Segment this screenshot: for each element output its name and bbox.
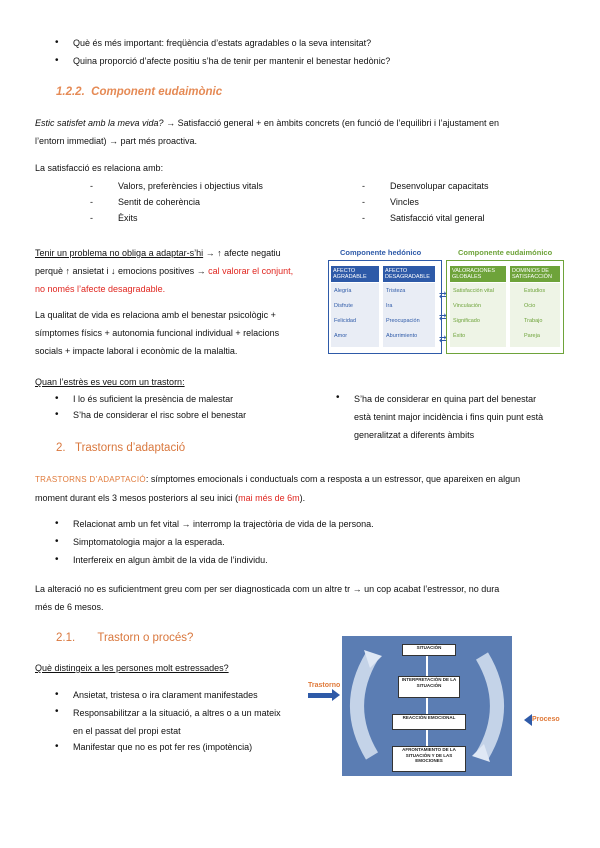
list-item: - Vincles	[390, 197, 419, 207]
problema-line2: perquè ↑ ansietat i ↓ emocions positives →	[35, 266, 206, 276]
estic-question: Estic satisfet amb la meva vida?	[35, 118, 164, 128]
bullet-item: • Manifestar que no es pot fer res (impotència)	[73, 742, 252, 752]
bullet-item	[73, 704, 323, 740]
box-item: Satisfacción vital	[453, 288, 494, 294]
box-item: Disfrute	[334, 303, 353, 309]
box-item: Tristeza	[386, 288, 406, 294]
arrow: →	[166, 118, 176, 128]
trastorn-proces-diagram	[308, 636, 564, 776]
estic-line1: Satisfacció general + en àmbits concrets (en funció de l’equilibri i l’ajustament en	[177, 118, 500, 128]
qualitat-line: socials + impacte laboral i econòmic de la malaltia.	[35, 346, 238, 356]
section-heading-2	[56, 442, 185, 454]
problema-paragraph	[35, 244, 320, 298]
alteracio-paragraph	[35, 580, 570, 616]
bullet-item: • I lo és suficient la presència de malestar	[73, 394, 233, 404]
estic-paragraph	[35, 114, 565, 150]
trastorno-arrow	[308, 693, 332, 698]
section-number: 1.2.2.	[56, 86, 85, 98]
section-heading-2-1	[56, 632, 193, 644]
problema-red-line3: no només l’afecte desagradable.	[35, 284, 166, 294]
definition-red: mai més de 6m	[238, 493, 300, 503]
section-number: 2.	[56, 442, 66, 454]
estres-right-line: està tenint major incidència i fins quin punt està	[354, 412, 544, 422]
bullet-item: • Interfereix en algun àmbit de la vida de l’individu.	[73, 555, 268, 565]
box-item: Vinculación	[453, 303, 482, 309]
bullet-item: • Què és més important: freqüència d’estats agradables o la seva intensitat?	[73, 38, 371, 48]
bullet-item: • Quina proporció d’afecte positiu s’ha de tenir per mantenir el benestar hedònic?	[73, 56, 390, 66]
box-item: Preocupación	[386, 318, 420, 324]
arrow-right-icon	[332, 689, 340, 701]
qualitat-line: símptomes físics + autonomia funcional individual + relacions	[35, 328, 280, 338]
definition-end: ).	[299, 493, 306, 503]
box-head: VALORACIONES GLOBALES	[450, 266, 506, 282]
trastorno-label: Trastorno	[308, 682, 341, 689]
bullet-item: • Simptomatologia major a la esperada.	[73, 537, 225, 547]
problema-underlined: Tenir un problema no obliga a adaptar-s’hi	[35, 248, 204, 258]
problema-red: cal valorar el conjunt,	[208, 266, 294, 276]
qualitat-line: La qualitat de vida es relaciona amb el benestar psicològic +	[35, 310, 276, 320]
box-item: Ira	[386, 303, 393, 309]
section-title: Trastorns d’adaptació	[74, 442, 186, 454]
box-head: DOMINIOS DE SATISFACCIÓN	[510, 266, 560, 282]
double-arrow-icon: ⇄	[439, 312, 447, 322]
hedonic-title: Componente hedónico	[340, 248, 422, 257]
box-item: Estudios	[524, 288, 546, 294]
qualitat-paragraph	[35, 306, 325, 360]
box-head: AFECTO AGRADABLE	[331, 266, 379, 282]
arrow-left-icon	[524, 714, 532, 726]
box-item: Significado	[453, 318, 480, 324]
satisfaccio-intro: La satisfacció es relaciona amb:	[35, 163, 164, 173]
bullet-item: • S’ha de considerar el risc sobre el benestar	[73, 410, 246, 420]
cycle-arrow-left	[357, 656, 372, 756]
definition-line1: : símptomes emocionals i conductuals com a resposta a un estressor, que apareixen en algun	[145, 474, 521, 484]
trastorns-label: TRASTORNS D’ADAPTACIÓ	[35, 475, 146, 484]
box-item: Alegría	[334, 288, 352, 294]
alteracio-line: La alteració no es suficientment greu com per ser diagnosticada com un altre tr → un cop acabat l’estressor, no dura	[35, 584, 500, 594]
bullet-item: • Relacionat amb un fet vital → interromp la trajectòria de vida de la persona.	[73, 519, 374, 529]
box-head: AFECTO DESAGRADABLE	[383, 266, 435, 282]
estres-right-line: generalitzat a diferents àmbits	[354, 430, 475, 440]
box-item: Trabajo	[524, 318, 543, 324]
bullet-item: • Ansietat, tristesa o ira clarament manifestades	[73, 690, 258, 700]
problema-line1-rest: → ↑ afecte negatiu	[205, 248, 281, 258]
distingeix-title: Què distingeix a les persones molt estressades?	[35, 663, 229, 673]
box-item: Amor	[334, 333, 348, 339]
alteracio-line: més de 6 mesos.	[35, 602, 104, 612]
diagram-box: AFRONTAMIENTO DE LA SITUACIÓN Y DE LAS EMOCIONES	[392, 746, 466, 772]
bullet-line: Responsabilitzar a la situació, a altres o a un mateix	[73, 708, 281, 718]
section-title: Component eudaimònic	[91, 86, 223, 98]
proceso-label: Proceso	[532, 716, 560, 723]
double-arrow-icon: ⇄	[439, 290, 447, 300]
list-item: - Desenvolupar capacitats	[390, 181, 489, 191]
eudaimonic-title: Componente eudaimónico	[458, 248, 553, 257]
box-item: Felicidad	[334, 318, 357, 324]
diagram-box: SITUACIÓN	[402, 644, 456, 656]
box-item: Pareja	[524, 333, 540, 339]
hedonic-eudaimonic-diagram	[326, 248, 564, 354]
bullet-item	[354, 390, 569, 444]
section-number: 2.1.	[56, 632, 76, 644]
estic-line2: l’entorn immediat) → part més proactiva.	[35, 136, 198, 146]
list-item: - Valors, preferències i objectius vitals	[118, 181, 263, 191]
estres-right-line: S’ha de considerar en quina part del benestar	[354, 394, 537, 404]
bullet-line: en el passat del propi estat	[73, 726, 181, 736]
diagram-box: REACCIÓN EMOCIONAL	[392, 714, 466, 730]
cycle-arrow-right	[482, 656, 497, 756]
diagram-box: INTERPRETACIÓN DE LA SITUACIÓN	[398, 676, 460, 698]
list-item: - Èxits	[118, 213, 138, 223]
list-item: - Satisfacció vital general	[390, 213, 485, 223]
box-item: Ocio	[524, 303, 536, 309]
section-heading-1-2-2	[56, 86, 222, 98]
box-item: Aburrimiento	[386, 333, 418, 339]
list-item: - Sentit de coherència	[118, 197, 200, 207]
definition-line2: moment durant els 3 mesos posteriors al seu inici (	[35, 493, 239, 503]
section-title: Trastorn o procés?	[97, 632, 194, 644]
double-arrow-icon: ⇄	[439, 334, 447, 344]
box-item: Éxito	[453, 333, 466, 339]
estres-title: Quan l’estrès es veu com un trastorn:	[35, 377, 185, 387]
trastorns-definition	[35, 470, 570, 507]
